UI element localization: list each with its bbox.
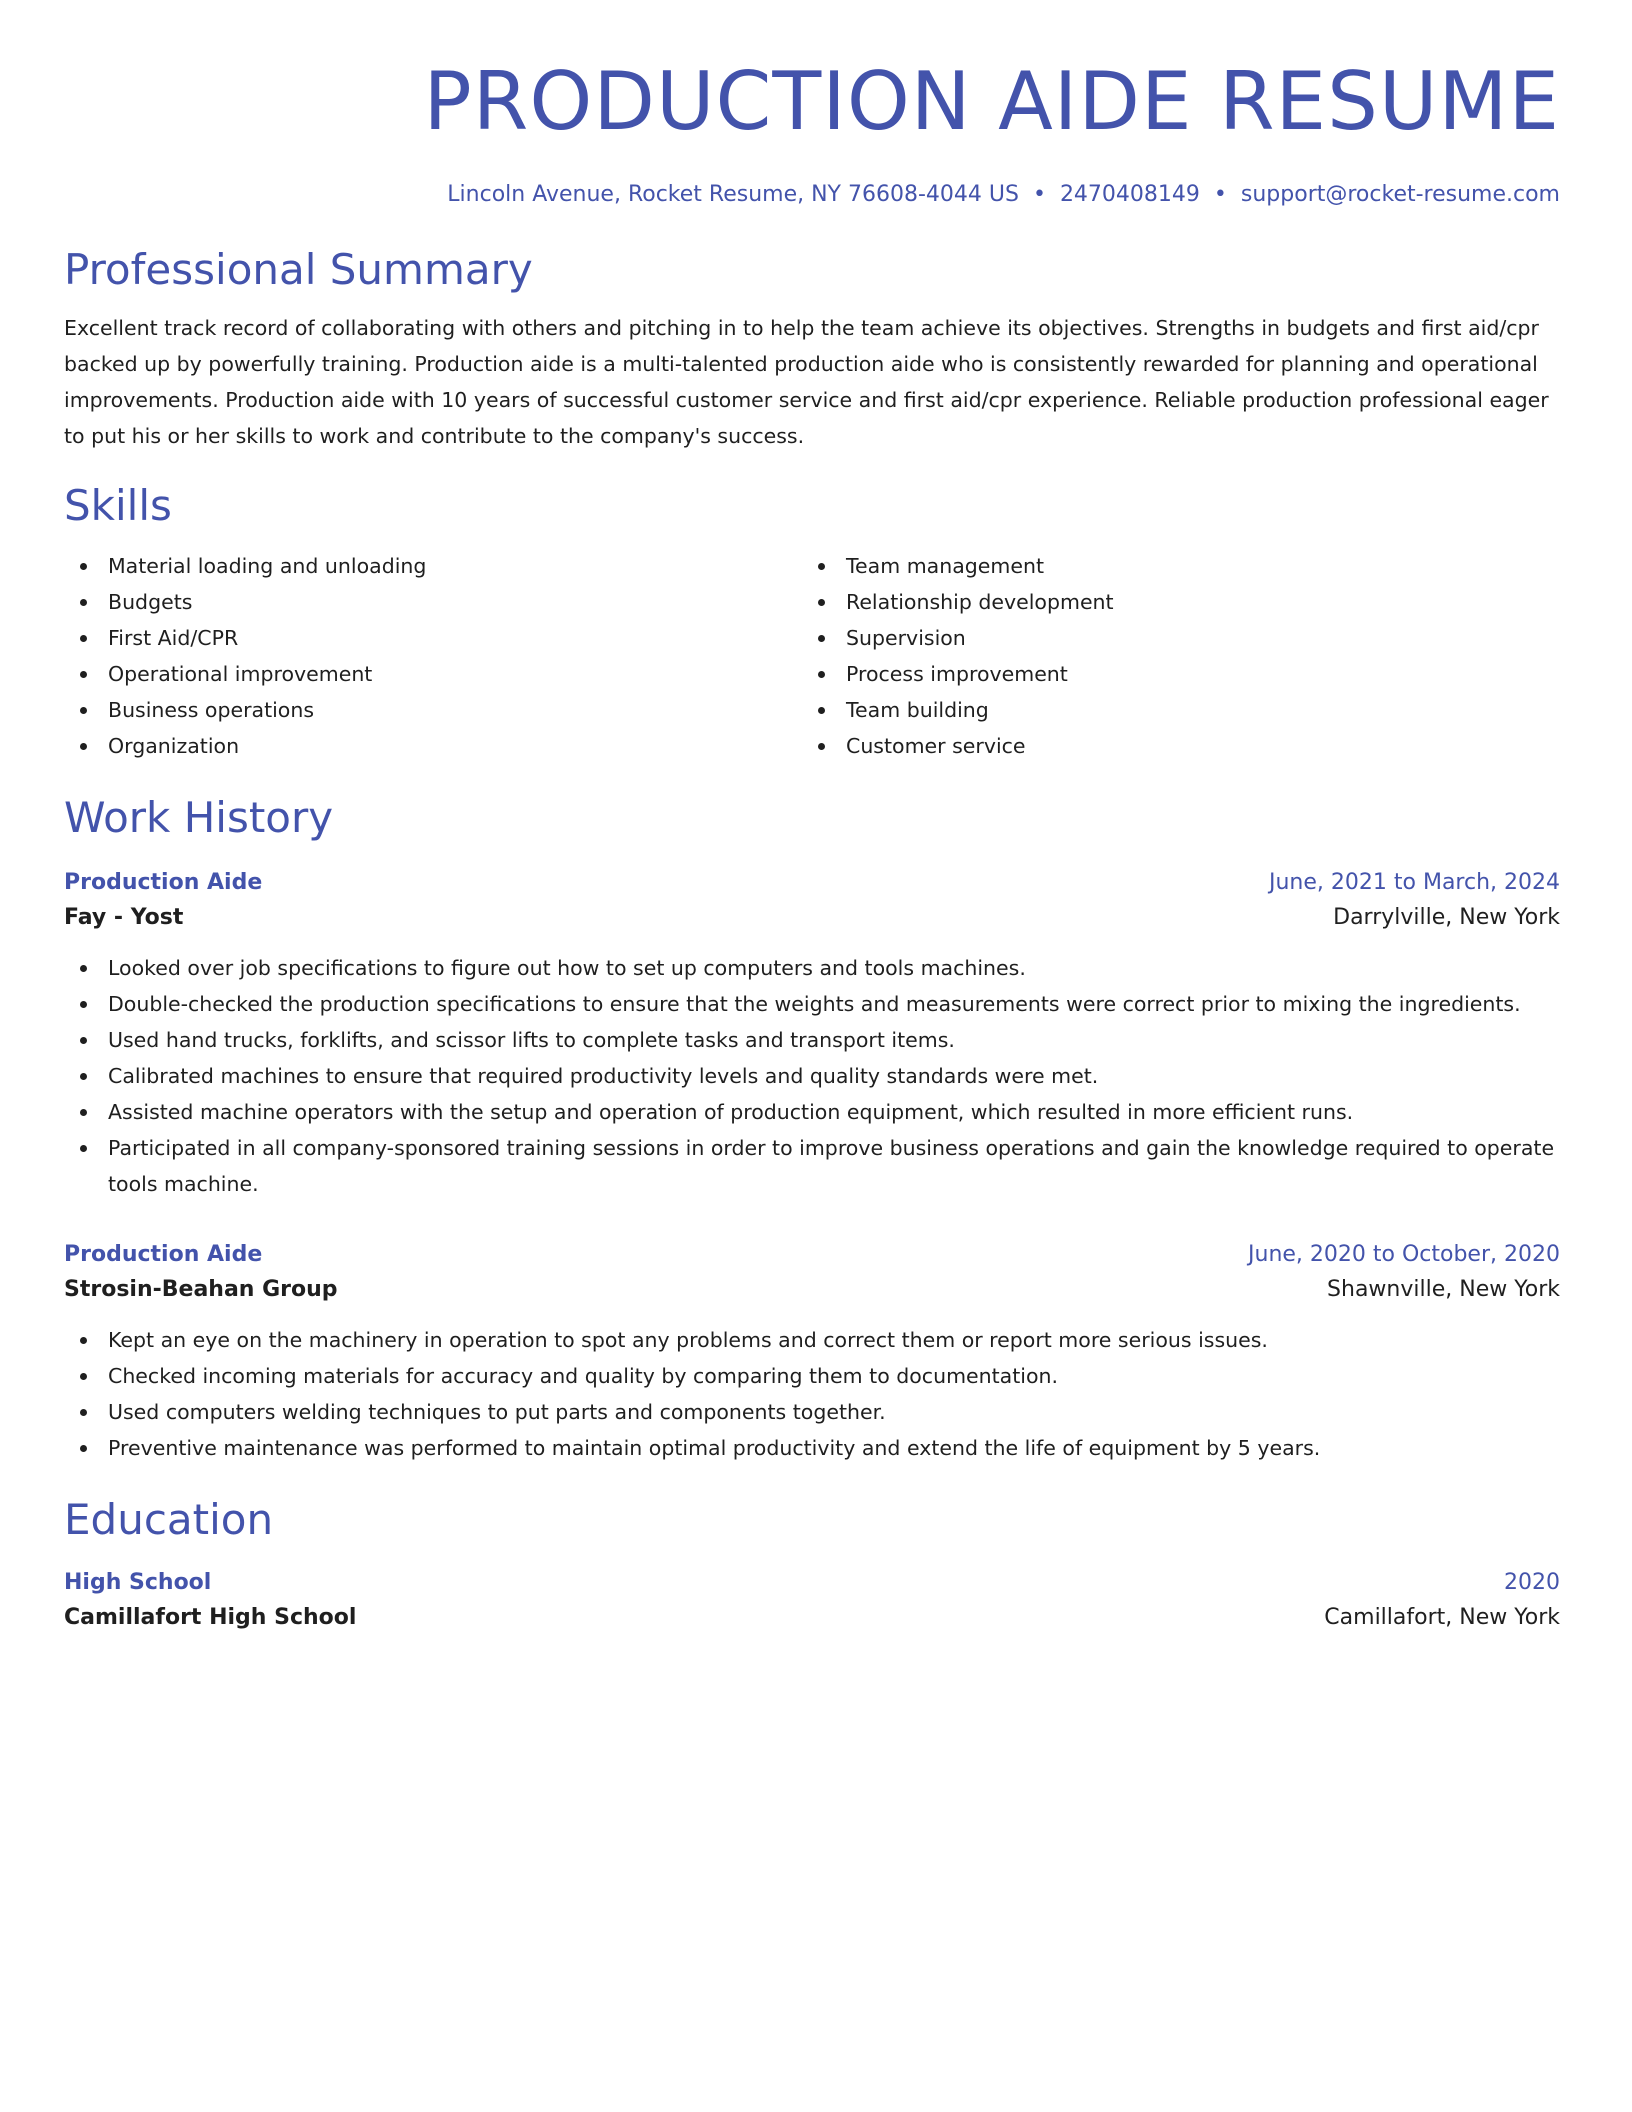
job-dates: June, 2020 to October, 2020 bbox=[1248, 1242, 1560, 1267]
skills-grid bbox=[64, 548, 1560, 764]
bullet-dot bbox=[80, 707, 87, 714]
summary-heading: Professional Summary bbox=[64, 245, 533, 294]
job-company: Fay - Yost bbox=[64, 905, 184, 930]
job-bullet-text: Participated in all company-sponsored training sessions in order to improve business operations and gain the knowledge required to operate tools machine. bbox=[108, 1136, 1555, 1196]
job-bullet-text: Assisted machine operators with the setup and operation of production equipment, which resulted in more efficient runs. bbox=[108, 1100, 1354, 1124]
bullet-dot bbox=[80, 1109, 87, 1116]
education-location: Camillafort, New York bbox=[1324, 1605, 1560, 1630]
job-role: Production Aide bbox=[64, 1242, 263, 1267]
bullet-dot bbox=[80, 635, 87, 642]
job-bullet-text: Double-checked the production specifications to ensure that the weights and measurements were correct prior to mixing the ingredients. bbox=[108, 992, 1521, 1016]
contact-address: Lincoln Avenue, Rocket Resume, NY 76608-4044 US bbox=[447, 182, 1019, 207]
education-entry bbox=[64, 1566, 1560, 1636]
bullet-dot bbox=[818, 599, 825, 606]
skills-column-left bbox=[64, 548, 802, 764]
education-school-row bbox=[64, 1600, 1560, 1636]
job-bullet-text: Used computers welding techniques to put parts and components together. bbox=[108, 1400, 886, 1424]
job-bullet bbox=[64, 1358, 1560, 1394]
skill-label: Relationship development bbox=[846, 590, 1114, 614]
bullet-dot bbox=[80, 599, 87, 606]
education-heading: Education bbox=[64, 1495, 274, 1544]
job-header-row bbox=[64, 866, 1560, 900]
bullet-dot bbox=[80, 1337, 87, 1344]
job-entry bbox=[64, 866, 1560, 1202]
job-company-row bbox=[64, 1272, 1560, 1308]
bullet-dot bbox=[80, 965, 87, 972]
job-bullet-text: Calibrated machines to ensure that required productivity levels and quality standards were met. bbox=[108, 1064, 1099, 1088]
skill-item bbox=[64, 656, 802, 692]
skill-label: Budgets bbox=[108, 590, 193, 614]
skill-item bbox=[802, 584, 1540, 620]
skills-heading: Skills bbox=[64, 481, 172, 530]
skill-item bbox=[802, 656, 1540, 692]
skill-label: Customer service bbox=[846, 734, 1026, 758]
job-bullet-text: Preventive maintenance was performed to maintain optimal productivity and extend the life of equipment by 5 years. bbox=[108, 1436, 1321, 1460]
bullet-dot bbox=[818, 743, 825, 750]
job-bullet bbox=[64, 1430, 1560, 1466]
summary-text: Excellent track record of collaborating with others and pitching in to help the team achieve its objectives. Strengths in budgets and first aid/cpr backed up by powerfully training. Production aide is a multi-talented production aide who is consistently rewarded for planning and operational improvements. Production aide with 10 years of successful customer service and first aid/cpr experience. Reliable production professional eager to put his or her skills to work and contribute to the company's success. bbox=[64, 316, 1549, 448]
skill-item bbox=[802, 620, 1540, 656]
bullet-dot bbox=[80, 1409, 87, 1416]
skill-label: Supervision bbox=[846, 626, 966, 650]
job-bullet-text: Kept an eye on the machinery in operation to spot any problems and correct them or report more serious issues. bbox=[108, 1328, 1268, 1352]
skill-label: Operational improvement bbox=[108, 662, 373, 686]
bullet-dot bbox=[818, 563, 825, 570]
job-bullets bbox=[64, 1322, 1560, 1466]
bullet-dot bbox=[80, 1037, 87, 1044]
skill-item bbox=[802, 728, 1540, 764]
job-bullet bbox=[64, 1058, 1560, 1094]
bullet-dot bbox=[80, 743, 87, 750]
contact-phone: 2470408149 bbox=[1059, 182, 1200, 207]
job-header-row bbox=[64, 1238, 1560, 1272]
job-location: Darrylville, New York bbox=[1333, 905, 1560, 930]
job-bullet bbox=[64, 950, 1560, 986]
bullet-dot bbox=[818, 635, 825, 642]
skill-label: Organization bbox=[108, 734, 240, 758]
bullet-dot bbox=[80, 563, 87, 570]
job-location: Shawnville, New York bbox=[1327, 1277, 1560, 1302]
skill-item bbox=[64, 584, 802, 620]
education-year: 2020 bbox=[1504, 1570, 1560, 1595]
skill-item bbox=[64, 548, 802, 584]
education-school: Camillafort High School bbox=[64, 1605, 357, 1630]
skill-label: First Aid/CPR bbox=[108, 626, 239, 650]
skill-label: Process improvement bbox=[846, 662, 1068, 686]
job-bullet bbox=[64, 1322, 1560, 1358]
resume-header bbox=[64, 0, 1560, 210]
job-entry bbox=[64, 1238, 1560, 1466]
skills-column-right bbox=[802, 548, 1540, 764]
bullet-dot bbox=[80, 1001, 87, 1008]
job-company: Strosin-Beahan Group bbox=[64, 1277, 338, 1302]
bullet-dot bbox=[818, 671, 825, 678]
skill-item bbox=[64, 620, 802, 656]
job-role: Production Aide bbox=[64, 870, 263, 895]
bullet-dot bbox=[80, 1145, 87, 1152]
bullet-dot bbox=[80, 671, 87, 678]
job-bullet-text: Used hand trucks, forklifts, and scissor lifts to complete tasks and transport items. bbox=[108, 1028, 955, 1052]
contact-separator: • bbox=[1213, 182, 1227, 207]
contact-email: support@rocket-resume.com bbox=[1240, 182, 1560, 207]
skill-label: Team building bbox=[846, 698, 989, 722]
bullet-dot bbox=[80, 1445, 87, 1452]
education-degree: High School bbox=[64, 1570, 212, 1595]
skill-item bbox=[802, 692, 1540, 728]
resume-title: PRODUCTION AIDE RESUME bbox=[423, 55, 1560, 148]
job-bullet bbox=[64, 986, 1560, 1022]
bullet-dot bbox=[80, 1073, 87, 1080]
job-bullet bbox=[64, 1022, 1560, 1058]
job-dates: June, 2021 to March, 2024 bbox=[1269, 870, 1560, 895]
job-bullet bbox=[64, 1130, 1560, 1202]
job-bullet bbox=[64, 1394, 1560, 1430]
bullet-dot bbox=[818, 707, 825, 714]
contact-separator: • bbox=[1032, 182, 1046, 207]
job-bullet bbox=[64, 1094, 1560, 1130]
skill-item bbox=[802, 548, 1540, 584]
job-company-row bbox=[64, 900, 1560, 936]
job-bullets bbox=[64, 950, 1560, 1202]
contact-line bbox=[64, 180, 1560, 210]
skill-label: Team management bbox=[846, 554, 1045, 578]
skill-item bbox=[64, 728, 802, 764]
skill-label: Business operations bbox=[108, 698, 315, 722]
education-header-row bbox=[64, 1566, 1560, 1600]
job-bullet-text: Checked incoming materials for accuracy and quality by comparing them to documentation. bbox=[108, 1364, 1059, 1388]
work-history-heading: Work History bbox=[64, 793, 334, 842]
skill-label: Material loading and unloading bbox=[108, 554, 427, 578]
job-bullet-text: Looked over job specifications to figure out how to set up computers and tools machines. bbox=[108, 956, 1026, 980]
resume-page bbox=[64, 0, 1560, 1636]
bullet-dot bbox=[80, 1373, 87, 1380]
skill-item bbox=[64, 692, 802, 728]
